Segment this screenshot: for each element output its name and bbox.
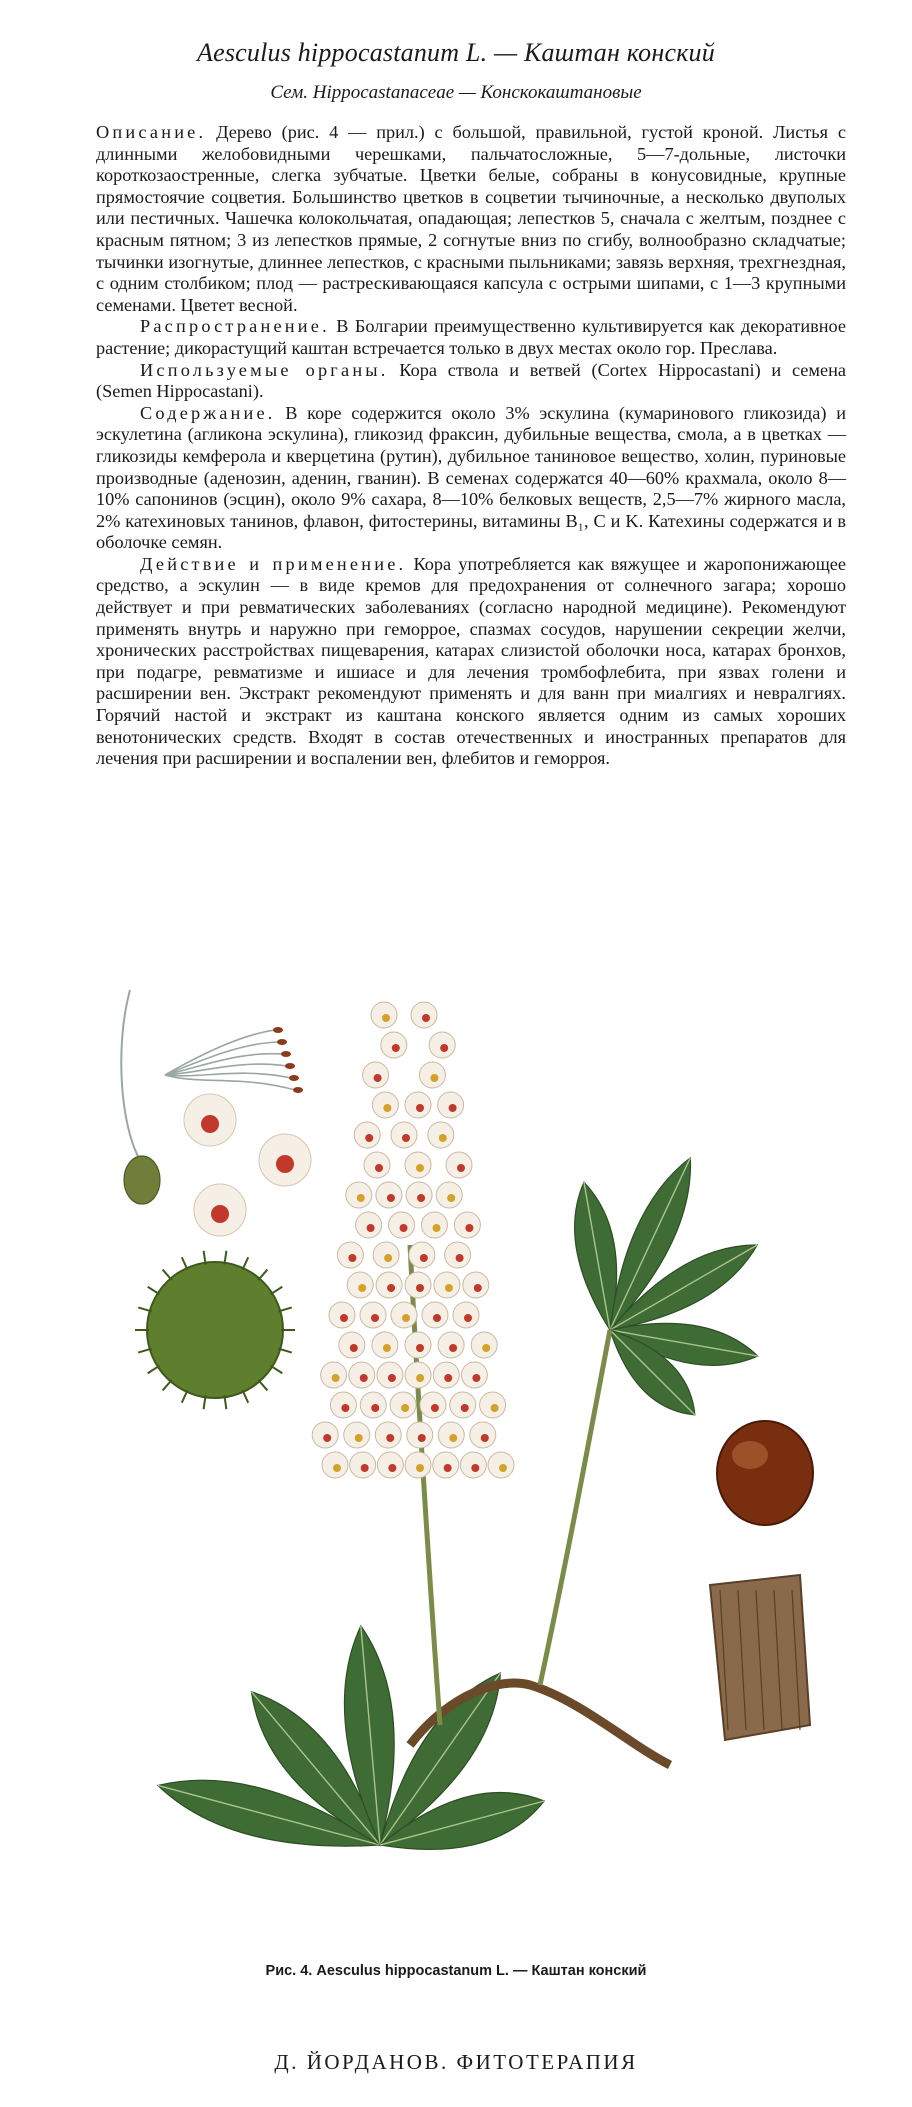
section-used-parts [96, 360, 846, 403]
fruit-spine [148, 1287, 160, 1295]
flower-spot [416, 1284, 424, 1292]
section-contents [96, 403, 846, 554]
page-footer: Д. ЙОРДАНОВ. ФИТОТЕРАПИЯ [274, 2050, 638, 2074]
family-subtitle: Сем. Hippocastanaceae — Конскокаштановые [270, 82, 642, 103]
section-distribution [96, 316, 846, 359]
anther [285, 1063, 295, 1069]
upper-leaf-leaflet [575, 1182, 617, 1330]
flower-spot [449, 1104, 457, 1112]
section-text: Дерево (рис. 4 — прил.) с большой, правильной, густой кроной. Листья с длинными желобовидными черешками, пальчатосложные, 5—7-дольные, листочки короткозаостренные, слегка зубчатые. Цветки белые, собраны в конусовидные, крупные прямостоячие соцветия. Большинство цветков в соцветии тычиночные, а несколько двуполых или пестичных. Чашечка колокольчатая, опадающая; лепестков 5, сначала с желтым, позднее с красным пятном; 3 из лепестков прямые, 2 согнутые вниз по сгибу, волнообразно складчатые; тычинки изогнутые, длиннее лепестков, с красными пыльниками; завязь верхняя, трехгнездная, с одним столбиком; плод — растрескивающаяся капсула с острыми шипами, с 1—3 крупными семенами. Цветет весной. [96, 122, 846, 315]
flower-spot [392, 1044, 400, 1052]
seed-highlight [732, 1441, 768, 1469]
flower-spot [332, 1374, 340, 1382]
section-heading: Содержание. [140, 402, 276, 423]
flower-spot [401, 1404, 409, 1412]
fruit-spine [271, 1287, 283, 1295]
anther [273, 1027, 283, 1033]
flower-spot [371, 1314, 379, 1322]
flower-spot [422, 1014, 430, 1022]
figure-caption: Рис. 4. Aesculus hippocastanum L. — Каштан конский [265, 1963, 647, 1979]
anther [289, 1075, 299, 1081]
flower-spot [333, 1464, 341, 1472]
flower-spot [388, 1374, 396, 1382]
flower-spot [388, 1464, 396, 1472]
flower-spot [348, 1254, 356, 1262]
flower-spot [384, 1254, 392, 1262]
flower-spot [471, 1464, 479, 1472]
flower-spot [416, 1164, 424, 1172]
flower-spot [375, 1164, 383, 1172]
fruit-spine [258, 1380, 267, 1391]
section-text: Кора ствола и ветвей (Cortex Hippocastani) и семена (Semen Hippocastani). [96, 359, 846, 402]
flower-spot [482, 1344, 490, 1352]
ovary [124, 1156, 160, 1204]
flower-spot [361, 1464, 369, 1472]
flower-spot [439, 1134, 447, 1142]
flower-spot [367, 1224, 375, 1232]
section-description [96, 122, 846, 316]
anther [277, 1039, 287, 1045]
flower-spot [449, 1434, 457, 1442]
flower-spot [457, 1164, 465, 1172]
flower-spot [445, 1284, 453, 1292]
flower-spot [474, 1284, 482, 1292]
fruit-spine [163, 1270, 172, 1281]
section-text: В Болгарии преимущественно культивируется как декоративное растение; дикорастущий каштан встречается только в двух местах около гор. Преслава. [96, 316, 846, 358]
flower-spot [383, 1104, 391, 1112]
flower-spot [499, 1464, 507, 1472]
flower-spot [355, 1434, 363, 1442]
stamen-filament [165, 1075, 295, 1090]
botanical-illustration [110, 985, 830, 1945]
flower-spot [431, 1404, 439, 1412]
flower-spot [365, 1134, 373, 1142]
fruit-spine [163, 1380, 172, 1391]
flower-spot [341, 1404, 349, 1412]
flower-spot [449, 1344, 457, 1352]
flower-spot [416, 1344, 424, 1352]
flower-spot [444, 1374, 452, 1382]
flower-spot [386, 1434, 394, 1442]
flower-spot [440, 1044, 448, 1052]
flower-spot [432, 1224, 440, 1232]
flower-spot [402, 1314, 410, 1322]
section-heading: Описание. [96, 122, 207, 142]
fruit-capsule [147, 1262, 283, 1398]
flower-spot [402, 1134, 410, 1142]
section-action-use [96, 554, 846, 770]
section-heading: Действие и применение. [140, 553, 407, 574]
flower-spot [416, 1374, 424, 1382]
flower-spot [491, 1404, 499, 1412]
detail-flower-spot [211, 1205, 229, 1223]
leaf-petiole [540, 1330, 610, 1685]
stamen-filament [165, 1073, 291, 1078]
flower-spot [418, 1434, 426, 1442]
flower-spot [383, 1344, 391, 1352]
flower-spot [465, 1224, 473, 1232]
flower-spot [444, 1464, 452, 1472]
flower-spot [420, 1254, 428, 1262]
flower-spot [357, 1194, 365, 1202]
fruit-spine [148, 1366, 160, 1374]
flower-spot [382, 1014, 390, 1022]
flower-spot [416, 1104, 424, 1112]
flower-spot [430, 1074, 438, 1082]
flower-spot [461, 1404, 469, 1412]
article-body [96, 122, 846, 770]
flower-spot [371, 1404, 379, 1412]
section-text: В коре содержится около 3% эскулина (кумаринового гликозида) и эскулетина (агликона эскулина), гликозид фраксин, дубильные вещества, смола, а в цветках — гликозиды кемферола и кверцетина (рутин), дубильное таниновое вещество, холин, пуриновые производные (аденозин, аденин, гванин). В семенах содержатся 40—60% крахмала, около 8—10% сапонинов (эсцин), около 9% сахара, 8—10% белковых веществ, 2,5—7% жирного масла, 2% катехиновых танинов, флавон, фитостерины, витамины B₁, C и K. Катехины содержатся и в оболочке семян. [96, 402, 846, 553]
flower-spot [323, 1434, 331, 1442]
flower-spot [472, 1374, 480, 1382]
section-text: Кора употребляется как вяжущее и жаропонижающее средство, а эскулин — в виде кремов для предохранения от солнечного загара; хорошо действует и при ревматических заболеваниях (согласно народной медицине). Рекомендуют применять внутрь и наружно при геморрое, спазмах сосудов, нарушении секреции желчи, хронических расстройствах пищеварения, катарах слизистой оболочки носа, катарах бронхов, при подагре, ревматизме и ишиасе и для лечения тромбофлебита, при язвах голени и расширении вен. Экстракт рекомендуют применять и для ванн при миалгиях и невралгиях. Горячий настой и экстракт из каштана конского является одним из самых хороших венотонических средств. Входят в состав отечественных и иностранных препаратов для лечения при расширении и воспалении вен, флебитов и геморроя. [96, 553, 846, 769]
flower-spot [358, 1284, 366, 1292]
pistil-style [121, 990, 140, 1160]
detail-flower-spot [276, 1155, 294, 1173]
flower-spot [350, 1344, 358, 1352]
anther [293, 1087, 303, 1093]
flower-spot [374, 1074, 382, 1082]
seed [717, 1421, 813, 1525]
flower-spot [481, 1434, 489, 1442]
flower-spot [416, 1464, 424, 1472]
flower-spot [387, 1194, 395, 1202]
flower-spot [417, 1194, 425, 1202]
fruit-spine [258, 1270, 267, 1281]
flower-spot [340, 1314, 348, 1322]
flower-spot [464, 1314, 472, 1322]
flower-spot [387, 1284, 395, 1292]
flower-spot [360, 1374, 368, 1382]
anther [281, 1051, 291, 1057]
inflorescence-group [312, 1002, 514, 1478]
chestnut-plate-drawing [110, 985, 830, 1945]
section-heading: Используемые органы. [140, 359, 389, 380]
flower-spot [400, 1224, 408, 1232]
flower-spot [433, 1314, 441, 1322]
flower-spot [456, 1254, 464, 1262]
section-heading: Распространение. [140, 316, 330, 337]
flower-spot [447, 1194, 455, 1202]
fruit-spine [271, 1366, 283, 1374]
page-title: Aesculus hippocastanum L. — Каштан конский [197, 38, 715, 67]
detail-flower-spot [201, 1115, 219, 1133]
